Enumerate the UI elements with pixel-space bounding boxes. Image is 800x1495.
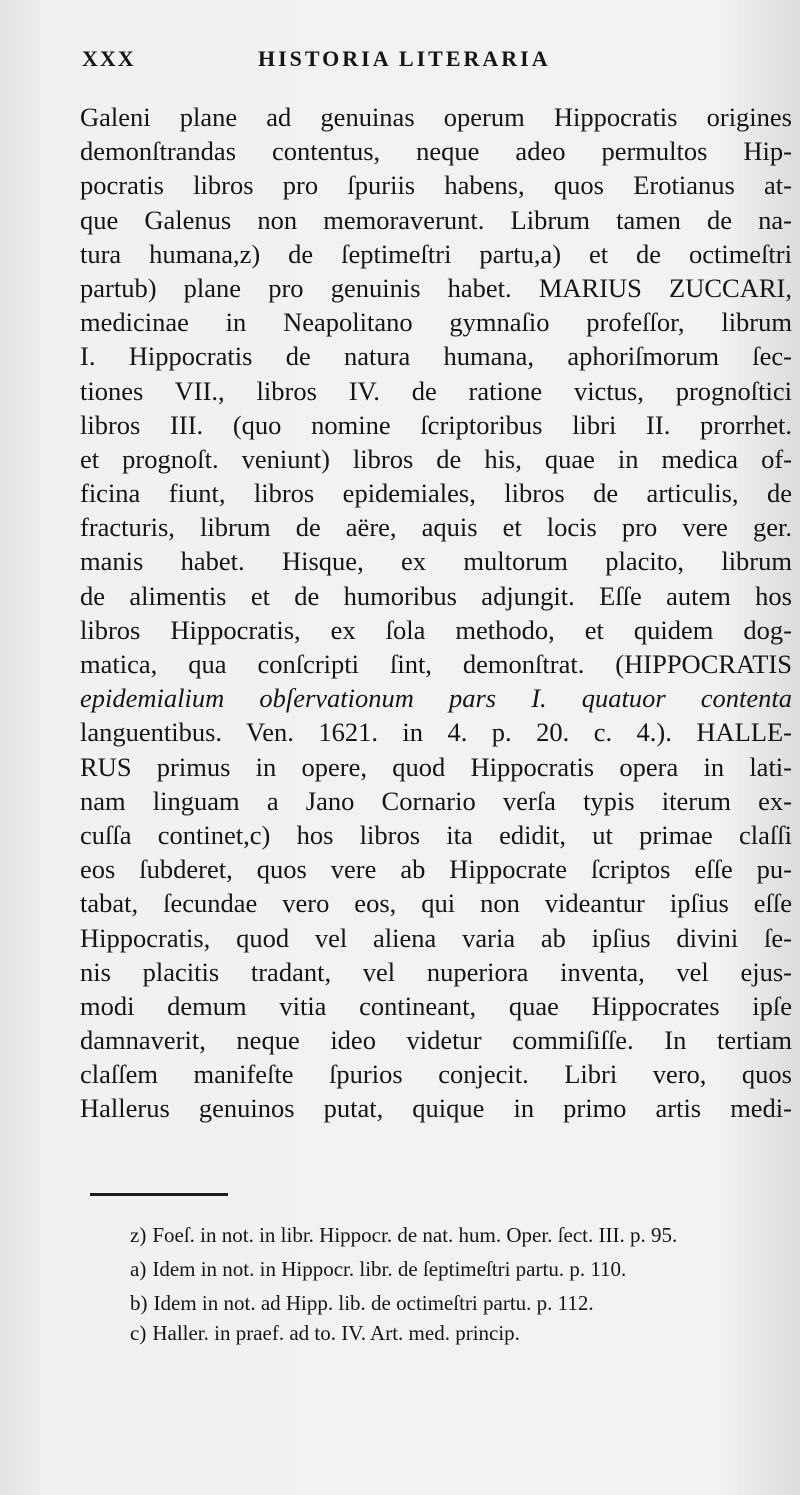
footnote [90, 1222, 794, 1248]
text-line: epidemialium obſervationum pars I. quatuor contenta [80, 683, 792, 714]
text-line: fracturis, librum de aëre, aquis et locis pro vere ger. [80, 512, 792, 543]
text-line: nam linguam a Jano Cornario verſa typis iterum ex- [80, 785, 792, 816]
text-line: manis habet. Hisque, ex multorum placito, librum [80, 546, 792, 577]
text-line: de alimentis et de humoribus adjungit. Eſſe autem hos [80, 580, 792, 611]
text-line: damnaverit, neque ideo videtur commiſiſſe. In tertiam [80, 1025, 792, 1056]
footnote-text: Haller. in praef. ad to. IV. Art. med. princip. [152, 1321, 520, 1345]
text-line: cuſſa continet,c) hos libros ita edidit, ut primae claſſi [80, 819, 792, 850]
text-line: ficina fiunt, libros epidemiales, libros de articulis, de [80, 478, 792, 509]
footnote-text: Idem in not. in Hippocr. libr. de ſeptimeſtri partu. p. 110. [152, 1257, 627, 1281]
text-line: demonſtrandas contentus, neque adeo permultos Hip- [80, 136, 792, 167]
text-line: Hippocratis, quod vel aliena varia ab ipſius divini ſe- [80, 922, 792, 953]
footnote-mark: z) [130, 1223, 147, 1247]
footnote-mark: c) [130, 1321, 147, 1345]
text-line: et prognoſt. veniunt) libros de his, quae in medica of- [80, 443, 792, 474]
text-line: libros Hippocratis, ex ſola methodo, et quidem dog- [80, 614, 792, 645]
text-line: medicinae in Neapolitano gymnaſio profeſſor, librum [80, 307, 792, 338]
running-title: HISTORIA LITERARIA [258, 46, 551, 71]
text-line: tiones VII., libros IV. de ratione victus, prognoſtici [80, 375, 792, 406]
text-line: languentibus. Ven. 1621. in 4. p. 20. c. 4.). HALLE- [80, 717, 792, 748]
footnote-mark: a) [130, 1257, 147, 1281]
page-number: XXX [82, 46, 136, 71]
text-line: RUS primus in opere, quod Hippocratis opera in lati- [80, 751, 792, 782]
footnote-mark: b) [130, 1291, 148, 1315]
text-line: que Galenus non memoraverunt. Librum tamen de na- [80, 204, 792, 235]
footnote-text: Foeſ. in not. in libr. Hippocr. de nat. hum. Oper. ſect. III. p. 95. [152, 1223, 678, 1247]
text-line: eos ſubderet, quos vere ab Hippocrate ſcriptos eſſe pu- [80, 854, 792, 885]
footnote [90, 1290, 794, 1316]
text-line: partub) plane pro genuinis habet. MARIUS ZUCCARI, [80, 272, 792, 303]
footnote [90, 1320, 794, 1346]
text-line: tabat, ſecundae vero eos, qui non videantur ipſius eſſe [80, 888, 792, 919]
text-line: I. Hippocratis de natura humana, aphoriſmorum ſec- [80, 341, 792, 372]
text-line: matica, qua conſcripti ſint, demonſtrat. (HIPPOCRATIS [80, 649, 792, 679]
text-line: tura humana,z) de ſeptimeſtri partu,a) et de octimeſtri [80, 238, 792, 269]
main-text [80, 100, 792, 1126]
text-line: nis placitis tradant, vel nuperiora inventa, vel ejus- [80, 956, 792, 987]
footnote-text: Idem in not. ad Hipp. lib. de octimeſtri partu. p. 112. [153, 1291, 594, 1315]
text-line: claſſem manifeſte ſpurios conjecit. Libri vero, quos [80, 1059, 792, 1090]
footnote [90, 1256, 794, 1282]
text-line: Galeni plane ad genuinas operum Hippocratis origines [80, 102, 792, 132]
text-line: Hallerus genuinos putat, quique in primo artis medi- [80, 1093, 792, 1124]
text-line: pocratis libros pro ſpuriis habens, quos Erotianus at- [80, 170, 792, 201]
text-line: libros III. (quo nomine ſcriptoribus libri II. prorrhet. [80, 409, 792, 440]
page-header [82, 46, 722, 78]
footnote-rule [90, 1193, 228, 1196]
footnotes [90, 1222, 794, 1350]
text-line: modi demum vitia contineant, quae Hippocrates ipſe [80, 990, 792, 1021]
